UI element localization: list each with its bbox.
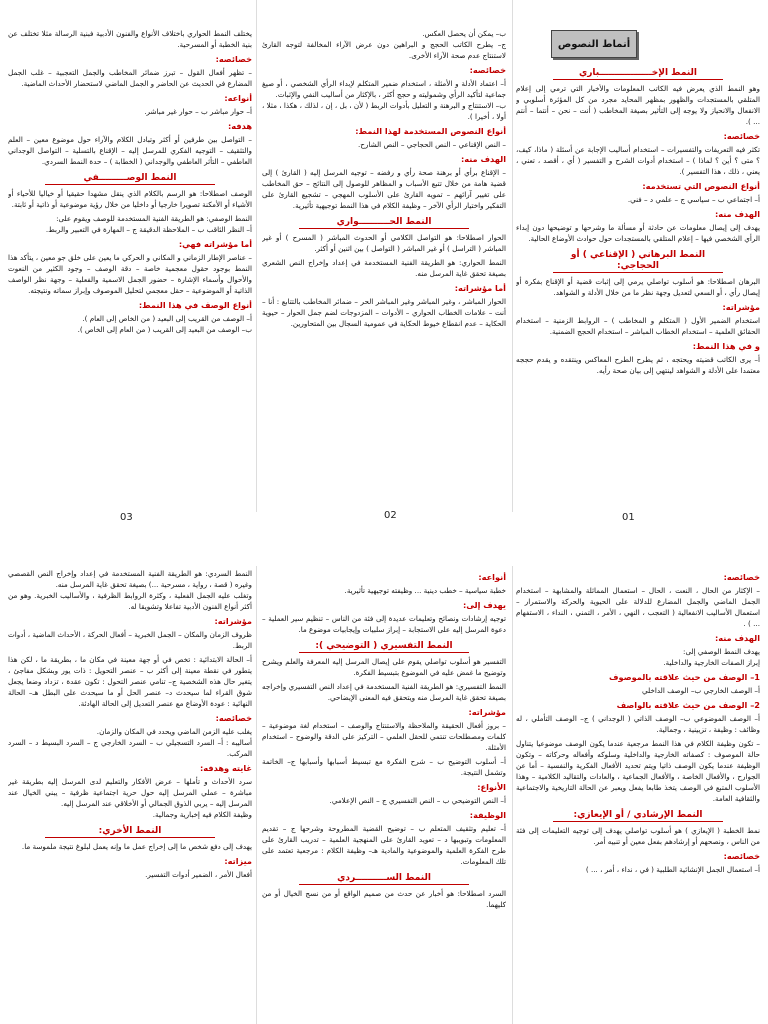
paragraph: أفعال الأمر ، الضمير أدوات التفسير. xyxy=(145,870,252,879)
paragraph: يهدف إلى إيصال معلومات عن حادثة أو مسألة ما وشرحها و توضيحها دون إبداء الرأي الشخصي فيها – إعلام المتلقي بالمستجدات حول حوادث الأوضاع الحالية. xyxy=(516,223,760,243)
paragraph: الحوار اصطلاحا: هو التواصل الكلامي أو الحدوث المباشر ( المسرح ) أو غير المباشر ( التراسل ) أو غير المباشر ( التواصل ) بين اثنين أو أكثر. xyxy=(262,233,506,253)
subheading: أنواعه: xyxy=(478,572,506,582)
paragraph: أ– الوصف الخارجي ب– الوصف الداخلي xyxy=(642,686,760,695)
subheading: الأنواع: xyxy=(477,782,506,792)
subheading: 2– الوصف من حيث علاقته بالواصف xyxy=(616,700,760,710)
paragraph: – التواصل بين طرفين أو أكثر وتبادل الكلام والآراء حول موضوع معين – العلم والتثقيف – التوجيه الفكري للمرسل إليه – الإقناع بالتسلية – التواصل الوجداني العاطفي – التأثر العاطفي والوجداني ( الخطابة ) – حدة النمط السردي. xyxy=(8,135,252,166)
paragraph: يهدف النمط الوصفي إلى: إبراز الصفات الخارجية والداخلية. xyxy=(663,647,760,667)
paragraph: ظروف الزمان والمكان – الجمل الخبرية – أفعال الحركة ، الأحداث الماضية ، أدوات الربط. xyxy=(8,630,252,650)
subheading: غايته وهدفه: xyxy=(200,763,252,773)
subheading: و في هذا النمط: xyxy=(692,341,760,351)
top-middle-column xyxy=(262,28,506,506)
paragraph: يهدف إلى دفع شخص ما إلى إخراج عمل ما وإنه يعمل لبلوغ نتيجة ملموسة ما. xyxy=(21,842,252,851)
column-divider xyxy=(256,0,257,512)
section-heading: النمط الســــــــــردي xyxy=(299,873,470,885)
paragraph: – عناصر الإطار الزماني و المكاني و الحركي ما يعين على خلق جو معين ، يتأكد هذا النمط بوجود حقول معجمية خاصة – دقة الوصف – وجود الكثير من النعوت والأحوال وأسماء الإشارة – حضور الجمل الاسمية والفعلية – وجهة نظر الواصف الذاتية أو الموضوعية – حقل معجمي لتحليل الموصوف وإبراز سماته ونتيجته. xyxy=(8,253,252,295)
paragraph: يختلف النمط الحواري باختلاف الأنواع والفنون الأدبية فبنية الرسالة مثلا تختلف عن بنية الخطبة أو المسرحية. xyxy=(8,29,252,49)
paragraph: أ– استعمال الجمل الإنشائية الطلبية ( في ، نداء ، أمر ، ... ) xyxy=(585,865,760,874)
subheading: خصائصه: xyxy=(723,851,760,861)
page-number: 02 xyxy=(384,510,397,521)
subheading: خصائصه: xyxy=(723,572,760,582)
section-heading: النمط الأخري: xyxy=(45,826,216,838)
subheading: خصائصه: xyxy=(215,713,252,723)
section-heading: النمط الحــــــــــواري xyxy=(299,217,470,229)
subheading: ميزاته: xyxy=(224,856,252,866)
paragraph: نمط الخطبة ( الإيعازي ) هو أسلوب تواصلي يهدف إلى توجيه التعليمات إلى فئة من الناس ، ونصحهم أو إرشادهم بفعل معين أو تنبيه أمر. xyxy=(516,826,760,846)
paragraph: وهو النمط الذي يعرض فيه الكاتب المعلومات والأخبار التي ترمي إلى إعلام المتلقي بالمستجدات والظهور بمظهر المحايد مجرد من كل المؤثرة أسلوبي و الانفعال والانحياز ولا يوجه إلى التأثير بصيغة المخاطب ( أنت – نحن – أنتما – أنتم ... ). xyxy=(516,84,760,126)
column-divider xyxy=(512,566,513,1024)
page-number: 03 xyxy=(120,512,133,523)
spread-gap xyxy=(0,538,768,564)
paragraph: تكثر فيه التعريفات والتفسيرات – استخدام أساليب الإجابة عن أسئلة ( ماذا، كيف، ؟ متى ؟ أين ؟ لماذا ) – استخدام أدوات الشرح و التفسير ( أي ، أقصد ، تعني ، يعني ، ذلك ، هذا التفسير ). xyxy=(516,145,760,176)
page-title: أنماط النصوص xyxy=(551,30,637,58)
subheading: أما مؤشراته فهي: xyxy=(178,239,252,249)
subheading: الوظيفة: xyxy=(469,810,506,820)
subheading: أنواع النصوص المستخدمة لهذا النمط: xyxy=(355,126,506,136)
subheading: خصائصه: xyxy=(215,54,252,64)
paragraph: أ– حوار مباشر ب – حوار غير مباشر. xyxy=(144,107,252,116)
paragraph: الوصف اصطلاحا: هو الرسم بالكلام الذي ينقل مشهدا حقيقيا أو خياليا للأحياء أو الأشياء أو الأمكنة تصويرا خارجيا أو داخليا من خلال رؤية موضوعية أو ذاتية أو ثابتة. xyxy=(8,189,252,209)
subheading: هدفه: xyxy=(227,121,252,131)
subheading: خصائصه: xyxy=(723,131,760,141)
section-heading: النمط التفسيري ( التوضيحي ): xyxy=(299,641,470,653)
paragraph: أ– أسلوب التوضيح ب – شرح الفكرة مع تبسيط أسبابها وأسبابها ج– الخاتمة وتشمل النتيجة. xyxy=(262,757,506,777)
paragraph: – النص الإقناعي – النص الحجاجي – النص الشارح. xyxy=(358,140,506,149)
bottom-spread xyxy=(0,566,768,1024)
subheading: الهدف منه: xyxy=(714,633,760,643)
paragraph: التفسير هو أسلوب تواصلي يقوم على إيصال المرسل إليه المعرفة والعلم ويشرح وتوضيح ما غمض عليه في الموضوع بتبسيط الفكرة. xyxy=(262,657,506,677)
subheading: مؤشراته: xyxy=(214,616,252,626)
paragraph: أ– الوصف الموضوعي ب– الوصف الذاتي ( الوجداني ) ج– الوصف التأملي ، له وظائف : وظيفة ، تزيينية ، وجمالية. xyxy=(516,714,760,734)
paragraph: أ– اعتماد الأدلة و الأمثلة ، استخدام ضمير المتكلم لإبداء الرأي الشخصي ، أو صيغ جماعية لتأكيد الرأي وشموليته و حجج أكثر ، بالإكثار من أساليب النفي والإثبات. ب– الاستنتاج و البرهنة و التعليل بأدوات الربط ( لأن ، بل ، إن ، لذلك ، هكذا ، مثلا ، أولا ، أخيرا ). xyxy=(262,79,506,121)
subheading: أنواع النصوص التي تستخدمه: xyxy=(642,181,760,191)
section-heading: النمط الإرشادي / أو الإيعازي: xyxy=(553,810,724,822)
paragraph: – الإقناع برأي أو برهنة صحة رأي و رفضه – توجيه المرسل إليه ( القارئ ) إلى قضية هامة من خلال تتبع الأسباب و المظاهر للوصول إلى النتائج – حق المخاطب على تغيير آرائهم – تمويه القارئ على الأسلوب المهجي – تشجيع القارئ على التفكير واختيار الرأي الآخر – وظيفة الكلام في هذا النمط توجيهية تأثيرية. xyxy=(262,168,506,210)
column-divider xyxy=(256,566,257,1024)
paragraph: السرد اصطلاحا: هو أخبار عن حدث من صميم الواقع أو من نسج الخيال أو من كليهما. xyxy=(262,889,506,909)
top-left-column xyxy=(8,28,252,506)
column-divider xyxy=(512,0,513,512)
paragraph: – بروز أفعال الحقيقة والملاحظة والاستنتاج والوصف – استخدام لغة موضوعية – كلمات ومصطلحات تنتمي للحقل العلمي – التركيز على الدقة والوضوح – استخدام الأمثلة. xyxy=(262,721,506,752)
paragraph: ب– يمكن أن يحصل العكس. ج– يطرح الكاتب الحجج و البراهين دون عرض الآراء المخالفة لتوجه القارئ لاستنتاج عدم صحة الآراء الأخرى. xyxy=(262,29,506,60)
bottom-right-column xyxy=(516,568,760,1024)
subheading: مؤشراته: xyxy=(722,302,760,312)
subheading: مؤشراته: xyxy=(468,707,506,717)
paragraph: أ– الوصف من القريب إلى البعيد ( من الخاص إلى العام ). ب– الوصف من البعيد إلى القريب ( من العام إلى الخاص ). xyxy=(77,314,252,334)
paragraph: توجيه إرشادات ونصائح وتعليمات عديدة إلى فئة من الناس – تنظيم سير العملية – دعوة المرسل إليه على الاستجابة – إبراز سلبيات وإيجابيات موضوع ما. xyxy=(262,614,506,634)
bottom-left-column xyxy=(8,568,252,1024)
section-heading: النمط الإخـــــــــــــــــباري xyxy=(553,68,724,80)
paragraph: خطبة سياسية – خطب دينية ... وظيفته توجيهية تأثيرية. xyxy=(344,586,506,595)
section-heading: النمط البرهاني ( الإقناعي ) أو الحجاجي: xyxy=(553,250,724,273)
paragraph: – الإكثار من الحال ، النعت ، الحال – استعمال المماثلة والمشابهة – استخدام الجمل الماضي والجمل المضارع للدلالة على الحيوية والحركة والاستمرار – استعمال الأساليب الانفعالية ( التعجب ، النهي ، الأمر ، التمني ، النداء ، الاستفهام ... ) . xyxy=(516,586,760,628)
paragraph: الحوار المباشر ، وغير المباشر وغير المباشر الحر – ضمائر المخاطب بالتتابع : أنا – أنت – علامات الخطاب الحواري – الأدوات – المزدوجات لضم جمل الحوار – حيوية الحكاية – عدم انقطاع خيوط الحكاية في عمومية السجال بين المتحاورين. xyxy=(262,297,506,328)
paragraph: أ– يرى الكاتب قضيته ويحتجه ، ثم يطرح الطرح المعاكس وينتقده و يقدم حججه معتمدا على الأدلة و الشواهد لينتهي إلى بيان صحة رأيه. xyxy=(516,355,760,375)
page-number: 01 xyxy=(622,512,635,523)
paragraph: أ– اجتماعي ب – سياسي ج – علمي د – فني. xyxy=(627,195,760,204)
subheading: الهدف منه: xyxy=(460,154,506,164)
paragraph: استخدام الضمير الأول ( المتكلم و المخاطب ) – الروابط الزمنية – استخدام الحقائق العلمية – استخدام الخطاب المباشر – استخدام الحجج الضمنية. xyxy=(516,316,760,336)
paragraph: سرد الأحداث و تأملها – عرض الأفكار والتعليم لدى المرسل إليه بطريقة غير مباشرة – عملي المرسل إليه حول حرية اجتماعية ظرفية – يبني الخيال عند المرسل إليه – يربي الذوق الجمالي أو الأخلاقي عند المرسل إليه. وظيفة الكلام فيه إخبارية وجمالية. xyxy=(8,777,252,819)
subheading: خصائصه: xyxy=(469,65,506,75)
paragraph: أ– الحالة الابتدائية : تخص في أو جهة معينة في مكان ما ، بطريقة ما ، لكن هذا يتطور في نقطة معينة إلى أكثر ب – عنصر التحويل : ذات يور وبشكل مفاجئ ، يتغير حال هذه الشخصية ج– تنامي عنصر التحول : تكون عقدة ، تزداد وضعا يجعل شوق القراء لما سيحدث د– عنصر الحل أو ما سيحدث على البطل هـ– الحالة النهائية : عودة الأوضاع مع عنصر التعديل إلى الحالة الهادئة. xyxy=(8,655,252,708)
paragraph: يغلب عليه الزمن الماضي ويحدد في المكان والزمان. أساليبه : أ– السرد التسجيلي ب – السرد الخارجي ج – السرد البسيط د – السرد المركب. xyxy=(8,727,252,758)
subheading: أنواعه: xyxy=(224,93,252,103)
subheading: أما مؤشراته: xyxy=(454,283,506,293)
paragraph: النمط الوصفي: هو الطريقة الفنية المستخدمة للوصف ويقوم على: أ– النظر الثاقب ب – الملاحظة الدقيقة ج – المهارة في التعبير والربط. xyxy=(45,214,252,234)
subheading: الهدف منه: xyxy=(714,209,760,219)
subheading: 1– الوصف من حيث علاقته بالموصوف xyxy=(609,672,760,682)
subheading: يهدف إلى: xyxy=(462,600,506,610)
paragraph: – تظهر أفعال القول – تبرز ضمائر المخاطب والجمل التعجبية – غلب الجمل المضارع في الحديث عن الحاضر و الجمل الماضي لاستحضار الأحداث الماضية. xyxy=(8,68,252,88)
paragraph: أ– تعليم وتثقيف المتعلم ب – توضيح القضية المطروحة وشرحها ج – تقديم المعلومات وتبويبها د – تعويد القارئ على المنهجية العلمية – تدريب القارئ على طرح الفكرة العلمية والموضوعية والمادية هـ– وظيفة الكلام : مرجعية تعتمد على تلك المعلومات. xyxy=(262,824,506,866)
bottom-middle-column xyxy=(262,568,506,1024)
top-right-column xyxy=(516,62,760,502)
paragraph: النمط الحواري: هو الطريقة الفنية المستخدمة في إعداد وإخراج النص الشعري بصيغة تحقق غاية المرسل منه. xyxy=(262,258,506,278)
paragraph: النمط التفسيري: هو الطريقة الفنية المستخدمة في إعداد النص التفسيري وإخراجه بصيغة تحقق غاية المرسل منه ويتحقق فيه المعنى الإيضاحي. xyxy=(262,682,506,702)
subheading: أنواع الوصف في هذا النمط: xyxy=(138,300,252,310)
paragraph: – تكون وظيفة الكلام في هذا النمط مرجعية عندما يكون الوصف موضوعيا يتناول حالة الموصوف : كصفاته الخارجية والداخلية وسلوكه وأفعاله وحركاته – وتكون الوظيفة عندما يكون الوصف ذاتيا ويتم تحديد الأفعال الفكرية والنفسية – أما عن الجوارح ، والأفعال الخاصة ، والأفعال الجماعية ، والعادات والتقاليد الكلامية – وهذا الأسلوب المتبع في الوصف يتخذ طابعا يفعل ويعبر عن الحالة التاريخية والاجتماعية والثقافية العامة. xyxy=(516,739,760,803)
paragraph: النمط السردي: هو الطريقة الفنية المستخدمة في إعداد وإخراج النص القصصي وغيره ( قصة ، رواية ، مسرحية ...) بصيغة تحقق غاية المرسل منه. وتغلب عليه الجمل الفعلية ، وكثرة الروابط الظرفية ، والأساليب الخبرية. وهو من أكثر أنواع الفنون الأدبية تفاعلا وتشويقا له. xyxy=(8,569,252,611)
section-heading: النمط الوصـــــــــفي xyxy=(45,173,216,185)
paragraph: البرهان اصطلاحا: هو أسلوب تواصلي يرمي إلى إثبات قضية أو الإقناع بفكرة أو إيصال رأي ، أو السعي لتعديل وجهة نظر ما من خلال الأدلة و الشواهد. xyxy=(516,277,760,297)
paragraph: أ– النص التوضيحي ب – النص التفسيري ج – النص الإعلامي. xyxy=(329,796,506,805)
